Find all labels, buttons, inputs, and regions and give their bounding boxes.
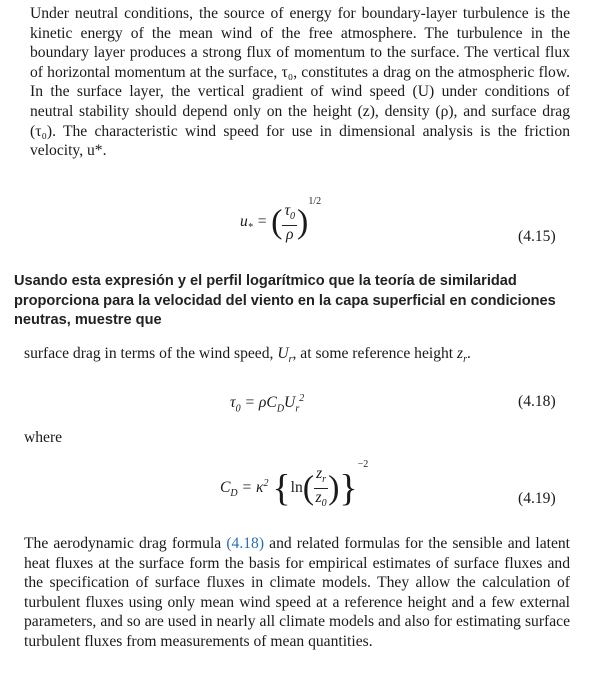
equation-number-4-15: (4.15) [518,228,556,245]
equation-4-18: $\tau_0 = \rho C_DU_r^2$ [230,393,305,415]
where-label: where [24,429,63,446]
eq415-fraction: $\frac{\tau_0}{\rho}$ [284,202,296,244]
equation-4-15: $u_*$ = ( $\frac{\tau_0}{\rho}$ )$^{1/2}$ [240,196,322,244]
surface-drag-text: surface drag in terms of the wind speed, $U_r$, at some reference height $z_r$. [24,345,471,366]
equation-4-19: $C_D = \kappa^2$ {ln( $\frac{z_r}{z_0}$ )}$^{-2}$ [220,465,368,512]
equation-number-4-19: (4.19) [518,490,556,507]
eq419-fraction: $\frac{z_r}{z_0}$ [315,465,327,510]
intro-paragraph: Under neutral conditions, the source of energy for boundary-layer turbulence is the kinetic energy of the mean wind of the free atmosphere. The turbulence in the boundary layer produces a strong flux of momentum to the surface. The vertical flux of horizontal momentum at the surface, τ₀, constitutes a drag on the atmospheric flow. In the surface layer, the vertical gradient of wind speed (U) under conditions of neutral stability should depend only on the height (z), density (ρ), and surface drag (τ₀). The characteristic wind speed for use in dimensional analysis is the friction velocity, u*. [30,5,570,160]
eq415-lhs: $u_*$ = [240,213,268,234]
spanish-instruction: Usando esta expresión y el perfil logarítmico que la teoría de similaridad proporciona para la velocidad del viento en la capa superficial en condiciones neutras, muestre que [14,273,556,328]
equation-ref-link[interactable]: (4.18) [226,535,265,552]
closing-paragraph: The aerodynamic drag formula (4.18) and related formulas for the sensible and latent heat fluxes at the surface form the basis for empirical estimates of surface fluxes and the specification of surface fluxes in climate models. They allow the calculation of turbulent fluxes using only mean wind speed at a reference height and a few external parameters, and so are used in nearly all climate models and also for estimating surface turbulent fluxes from measurements of mean quantities. [24,535,570,650]
eq419-exponent: −2 [357,459,369,470]
eq415-exponent: 1/2 [308,196,322,207]
equation-number-4-18: (4.18) [518,393,556,410]
